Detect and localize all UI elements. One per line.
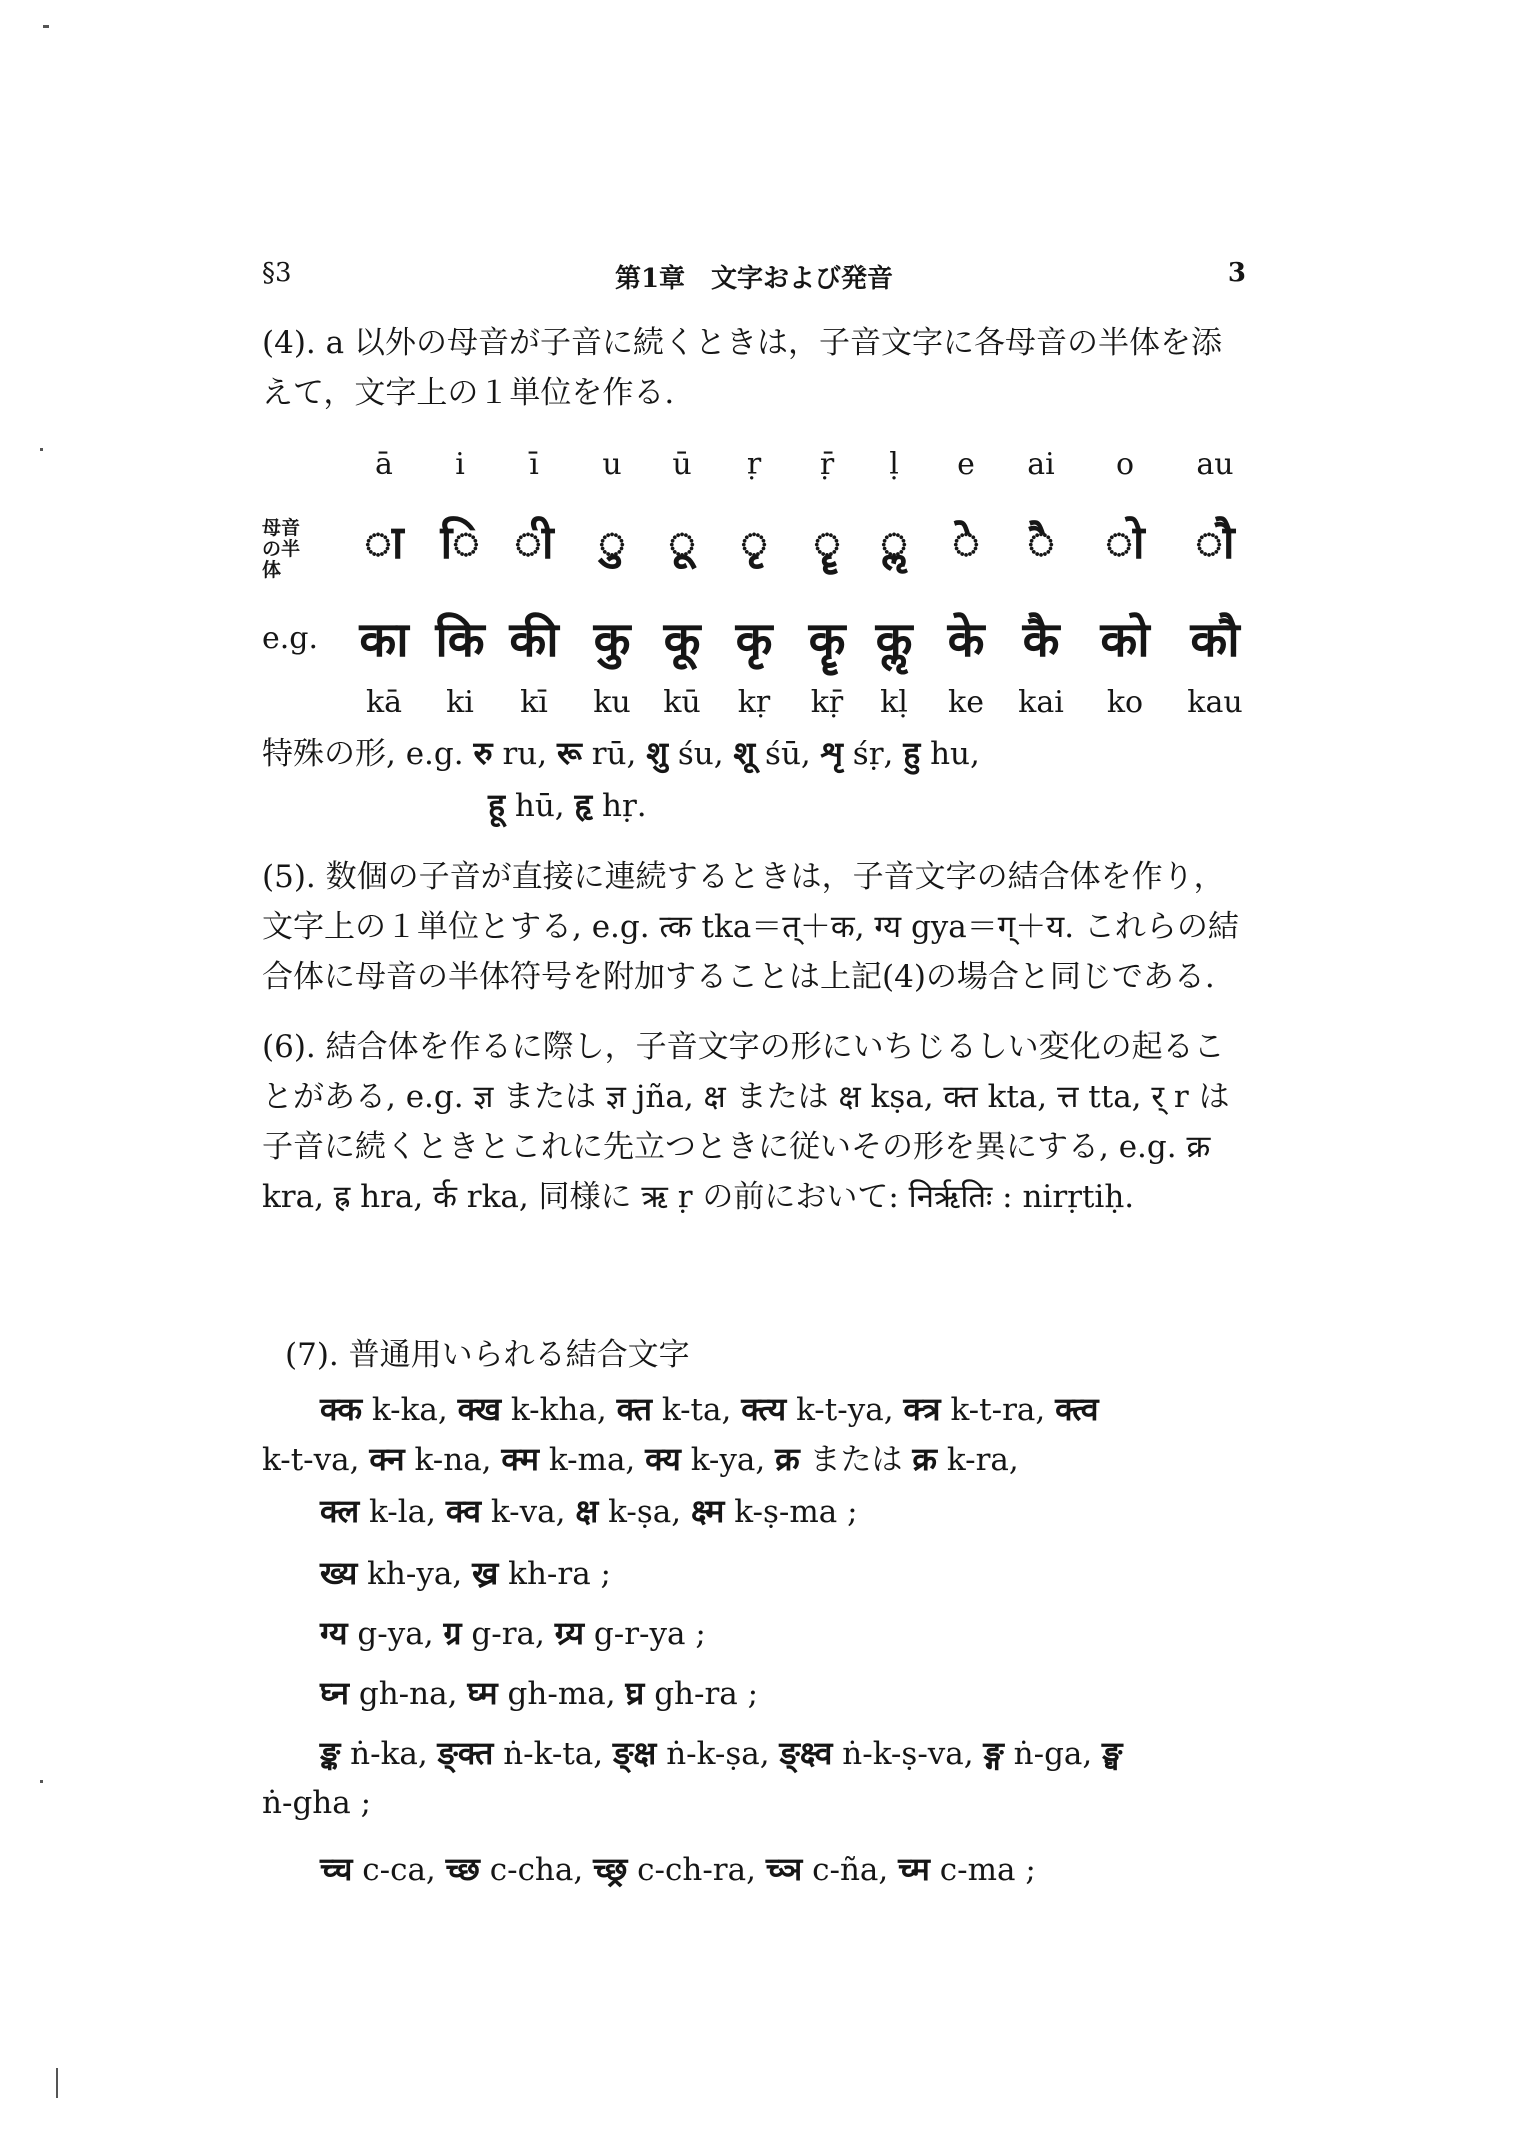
- vowel-cell: ū: [672, 447, 692, 482]
- special-forms-line-2: [262, 780, 1252, 831]
- romanization: c-ch-ra,: [637, 1852, 756, 1888]
- paragraph-4: (4). a 以外の母音が子音に続くときは，子音文字に各母音の半体を添えて，文字上の１単位を作る.: [262, 325, 1222, 411]
- section-number: §3: [262, 258, 292, 288]
- vowel-cell: u: [602, 447, 622, 482]
- romanization: k-t-ya,: [796, 1392, 894, 1428]
- half-sign-cell: ा: [364, 515, 404, 569]
- half-sign-cell: ै: [1027, 515, 1055, 569]
- devanagari-form: क्त: [616, 1390, 652, 1428]
- devanagari-form: शू: [733, 734, 756, 772]
- romanization: c-ña,: [812, 1852, 889, 1888]
- romanization: śū,: [765, 736, 811, 772]
- devanagari-form: क्ष: [575, 1492, 599, 1530]
- vowel-cell: ā: [375, 447, 393, 482]
- conjunct-line: [262, 1728, 1310, 1779]
- devanagari-form: क्त्र: [903, 1390, 941, 1428]
- romanization: または: [809, 1442, 903, 1478]
- half-sign-cell: ू: [668, 515, 696, 569]
- romanization: k-t-ra,: [950, 1392, 1046, 1428]
- devanagari-form: क्ख: [457, 1390, 502, 1428]
- devanagari-form: क्म: [501, 1440, 539, 1478]
- half-sign-cell: ॢ: [880, 515, 908, 569]
- devanagari-form: शृ: [820, 734, 843, 772]
- half-sign-cell: ॄ: [813, 515, 841, 569]
- romanization: k-ṣ-ma ;: [734, 1494, 858, 1530]
- vowel-cell: au: [1196, 447, 1234, 482]
- half-sign-cell: ृ: [740, 515, 768, 569]
- paragraph-6: (6). 結合体を作るに際し，子音文字の形にいちじるしい変化の起ることがある, e.g. ज्ञ または ज्ञ jña, क्ष または क्ष kṣa, क्त kta, त्त tta, र् r は子音に続くときとこれに先立つときに従いその形を異にする, e.g. क्र kra, ह्र hra, र्क rka, 同様に ऋ ṛ の前において: निर्ऋतिः : nirṛtiḥ.: [262, 1029, 1230, 1215]
- conjunct-line: [262, 1384, 1310, 1435]
- romanization: g-r-ya ;: [593, 1616, 706, 1652]
- devanagari-form: क्य: [645, 1440, 681, 1478]
- romanization: k-kha,: [510, 1392, 607, 1428]
- vowel-cell: ṛ: [746, 447, 762, 482]
- devanagari-form: ङ्क्ष्व: [779, 1734, 833, 1772]
- romanization: hu,: [930, 736, 980, 772]
- devanagari-form: हु: [903, 734, 921, 772]
- transliteration-cell: ku: [593, 685, 631, 720]
- romanization: kh-ya,: [367, 1556, 463, 1592]
- devanagari-form: ङ्क: [320, 1734, 341, 1772]
- devanagari-form: क्क: [320, 1390, 363, 1428]
- half-sign-cell: ि: [440, 515, 480, 569]
- paragraph-5: (5). 数個の子音が直接に連続するときは，子音文字の結合体を作り，文字上の１単位とする, e.g. त्क tka＝त्＋क, ग्य gya＝ग्＋य. これらの結合体に母音の半体符号を附加することは上記(4)の場合と同じである.: [262, 859, 1239, 995]
- transliteration-cell: kī: [520, 685, 548, 720]
- romanization: k-la,: [369, 1494, 436, 1530]
- devanagari-form: घ्न: [320, 1674, 349, 1712]
- romanization: ṅ-k-ṣa,: [666, 1736, 770, 1772]
- devanagari-form: ग्य: [320, 1614, 348, 1652]
- conjunct-line: [262, 1548, 1310, 1599]
- romanization: gh-ma,: [507, 1676, 616, 1712]
- eg-label: e.g.: [262, 621, 319, 656]
- half-sign-label: 母音の半体: [262, 517, 301, 581]
- scan-mark: [56, 2068, 58, 2098]
- example-row: [262, 610, 1252, 670]
- romanization: c-cha,: [489, 1852, 584, 1888]
- example-syllable: कौ: [1190, 612, 1240, 668]
- scan-mark: [40, 448, 43, 451]
- vowel-cell: i: [455, 447, 465, 482]
- romanization: k-va,: [490, 1494, 566, 1530]
- transliteration-cell: ki: [446, 685, 474, 720]
- conjunct-line: [262, 1778, 1252, 1828]
- special-forms-line-1: [262, 728, 1252, 779]
- example-syllable: के: [947, 612, 985, 668]
- devanagari-form: च्च: [320, 1850, 353, 1888]
- half-sign-cell: ी: [514, 515, 554, 569]
- vowel-cell: ai: [1027, 447, 1055, 482]
- vowel-cell: e: [957, 447, 975, 482]
- vowel-cell: o: [1115, 447, 1135, 482]
- devanagari-form: रु: [473, 734, 493, 772]
- example-syllable: कॢ: [875, 612, 913, 668]
- romanization: k-ka,: [371, 1392, 448, 1428]
- devanagari-form: च्म: [898, 1850, 930, 1888]
- transliteration-cell: kṛ: [737, 685, 771, 720]
- devanagari-form: हू: [488, 786, 505, 824]
- devanagari-form: क्ष्म: [691, 1492, 725, 1530]
- chapter-title: 第1章 文字および発音: [614, 264, 894, 294]
- transliteration-cell: ko: [1106, 685, 1144, 720]
- half-sign-row: [262, 512, 1252, 581]
- romanization: c-ca,: [362, 1852, 436, 1888]
- devanagari-form: ङ्ग: [983, 1734, 1004, 1772]
- vowel-row: [262, 440, 1252, 500]
- romanization: śṛ,: [852, 736, 894, 772]
- example-syllable: कृ: [735, 612, 773, 668]
- half-sign-cell: ो: [1105, 515, 1145, 569]
- romanization: kh-ra ;: [508, 1556, 611, 1592]
- devanagari-form: हृ: [574, 786, 593, 824]
- example-syllable: कू: [663, 612, 701, 668]
- romanization: hū,: [514, 788, 565, 824]
- devanagari-form: घ्र: [625, 1674, 645, 1712]
- scan-mark: [43, 25, 49, 28]
- conjunct-line: [262, 1434, 1252, 1485]
- vowel-cell: ī: [529, 447, 539, 482]
- devanagari-form: ख्र: [472, 1554, 499, 1592]
- romanization: k-ta,: [661, 1392, 732, 1428]
- romanization: hṛ.: [601, 788, 647, 824]
- example-syllable: कि: [435, 612, 485, 668]
- devanagari-form: क्त्व: [1055, 1390, 1099, 1428]
- special-forms-label: 特殊の形, e.g.: [262, 736, 464, 772]
- romanization: k-ṣa,: [608, 1494, 682, 1530]
- example-syllable: को: [1100, 612, 1150, 668]
- example-syllable: का: [359, 612, 409, 668]
- devanagari-form: क्न: [369, 1440, 405, 1478]
- devanagari-form: च्छ्र: [593, 1850, 628, 1888]
- devanagari-form: ग्र: [443, 1614, 462, 1652]
- example-syllable: कु: [593, 612, 631, 668]
- devanagari-form: ग्र्य: [554, 1614, 585, 1652]
- example-syllable: कॄ: [808, 612, 846, 668]
- romanization: g-ra,: [471, 1616, 545, 1652]
- romanization: ru,: [502, 736, 548, 772]
- romanization: k-ra,: [946, 1442, 1019, 1478]
- example-syllable: की: [509, 612, 559, 668]
- devanagari-form: घ्म: [467, 1674, 498, 1712]
- devanagari-form: ख्य: [320, 1554, 358, 1592]
- transliteration-cell: kā: [365, 685, 403, 720]
- transliteration-cell: kau: [1187, 685, 1243, 720]
- romanization: ṅ-ga,: [1013, 1736, 1093, 1772]
- romanization: śu,: [677, 736, 724, 772]
- devanagari-form: क्र: [912, 1440, 937, 1478]
- romanization: ṅ-ka,: [350, 1736, 428, 1772]
- devanagari-form: च्छ: [445, 1850, 480, 1888]
- transliteration-cell: kai: [1018, 685, 1064, 720]
- devanagari-form: क्र: [775, 1440, 800, 1478]
- romanization: gh-na,: [358, 1676, 458, 1712]
- romanization: gh-ra ;: [654, 1676, 759, 1712]
- romanization: k-t-va,: [262, 1442, 360, 1478]
- devanagari-form: क्त्य: [741, 1390, 787, 1428]
- devanagari-form: क्व: [445, 1492, 482, 1530]
- conjunct-line: [262, 1844, 1310, 1895]
- page-number: 3: [1227, 258, 1246, 288]
- romanization: k-ya,: [690, 1442, 766, 1478]
- conjunct-line: [262, 1668, 1310, 1719]
- conjunct-line: [262, 1608, 1310, 1659]
- romanization: rū,: [591, 736, 637, 772]
- devanagari-form: क्ल: [320, 1492, 360, 1530]
- romanization: ṅ-k-ṣ-va,: [842, 1736, 974, 1772]
- devanagari-form: शु: [646, 734, 668, 772]
- vowel-cell: ḷ: [889, 447, 899, 482]
- romanization: k-na,: [414, 1442, 492, 1478]
- half-sign-cell: ौ: [1195, 515, 1235, 569]
- devanagari-form: रू: [556, 734, 582, 772]
- romanization: g-ya,: [357, 1616, 434, 1652]
- romanization: k-ma,: [548, 1442, 636, 1478]
- devanagari-form: च्ञ: [765, 1850, 803, 1888]
- page-header: [262, 258, 1246, 298]
- transliteration-cell: kṝ: [810, 685, 844, 720]
- conjunct-line: [262, 1486, 1310, 1537]
- scan-mark: [40, 1780, 43, 1783]
- vowel-cell: ṝ: [819, 447, 835, 482]
- transliteration-cell: ke: [948, 685, 984, 720]
- devanagari-form: ङ्घ: [1102, 1734, 1123, 1772]
- transliteration-cell: kḷ: [880, 685, 908, 720]
- paragraph-7-title: (7). 普通用いられる結合文字: [285, 1337, 690, 1373]
- devanagari-form: ङ्क्त: [437, 1734, 494, 1772]
- half-sign-cell: े: [952, 515, 980, 569]
- devanagari-form: ङ्क्ष: [613, 1734, 657, 1772]
- romanization: ṅ-k-ta,: [503, 1736, 604, 1772]
- example-syllable: कै: [1022, 612, 1060, 668]
- romanization: ṅ-gha ;: [262, 1785, 372, 1821]
- transliteration-cell: kū: [663, 685, 701, 720]
- half-sign-cell: ु: [598, 515, 626, 569]
- romanization: c-ma ;: [939, 1852, 1036, 1888]
